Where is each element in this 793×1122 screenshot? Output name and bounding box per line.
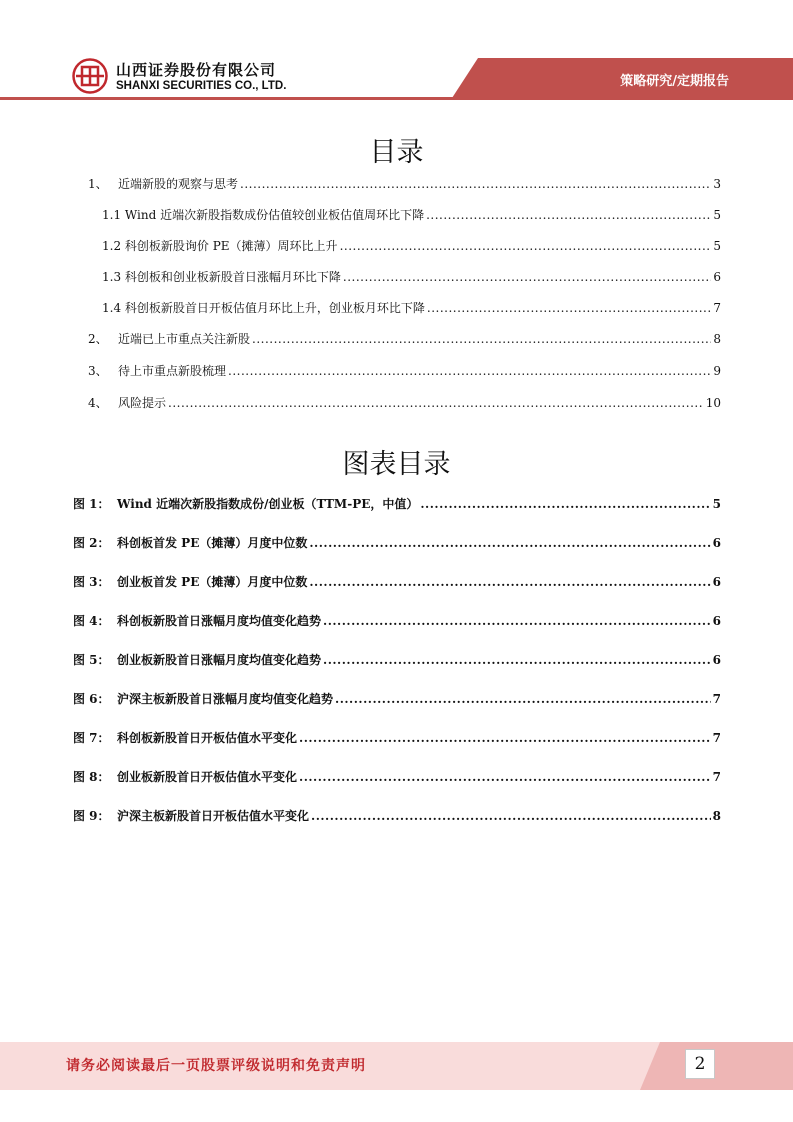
figure-leader-dots — [323, 614, 711, 628]
figure-item-number: 图 4： — [73, 614, 110, 628]
company-name-en: SHANXI SECURITIES CO., LTD. — [116, 80, 287, 92]
figure-item[interactable] — [73, 731, 721, 745]
figure-item-number: 图 6： — [73, 692, 110, 706]
figure-item-page: 8 — [712, 809, 721, 823]
toc-leader-dots — [340, 239, 712, 253]
figure-item[interactable] — [73, 770, 721, 784]
figure-item[interactable] — [73, 497, 721, 511]
figure-item-page: 7 — [712, 731, 721, 745]
company-name-cn: 山西证券股份有限公司 — [116, 61, 277, 79]
figure-leader-dots — [420, 497, 710, 511]
toc-title: 目录 — [369, 137, 424, 168]
toc-item-label: 1.2 科创板新股询价 PE（摊薄）周环比上升 — [102, 239, 338, 253]
figure-leader-dots — [299, 731, 711, 745]
figure-item-page: 7 — [712, 692, 721, 706]
toc-item-page: 5 — [713, 208, 721, 222]
figure-item-page: 6 — [712, 653, 721, 667]
toc-leader-dots — [252, 332, 711, 346]
figure-item-label: 科创板新股首日开板估值水平变化 — [117, 731, 298, 745]
figure-leader-dots — [299, 770, 711, 784]
toc-item[interactable] — [102, 301, 721, 315]
toc-item[interactable] — [102, 208, 721, 222]
toc-item[interactable] — [102, 270, 721, 284]
figure-list-title: 图表目录 — [342, 449, 451, 480]
toc-item-page: 9 — [713, 364, 721, 378]
figure-item-page: 6 — [712, 575, 721, 589]
figure-leader-dots — [309, 536, 710, 550]
toc-item-number: 1、 — [88, 177, 108, 191]
figure-item-number: 图 2： — [73, 536, 110, 550]
toc-item[interactable] — [102, 239, 721, 253]
page-header — [0, 0, 793, 105]
figure-item[interactable] — [73, 653, 721, 667]
footer-disclaimer: 请务必阅读最后一页股票评级说明和免责声明 — [66, 1058, 366, 1074]
toc-item[interactable] — [88, 177, 721, 191]
toc-item-label: 近端已上市重点关注新股 — [118, 332, 251, 346]
figure-item-label: 沪深主板新股首日开板估值水平变化 — [117, 809, 310, 823]
shanxi-securities-logo-icon — [72, 58, 108, 94]
figure-item-number: 图 8： — [73, 770, 110, 784]
toc-item-page: 3 — [713, 177, 721, 191]
figure-item-label: 沪深主板新股首日涨幅月度均值变化趋势 — [117, 692, 334, 706]
page-number: 2 — [685, 1049, 715, 1079]
figure-item-number: 图 7： — [73, 731, 110, 745]
toc-item[interactable] — [88, 396, 721, 410]
toc-leader-dots — [343, 270, 711, 284]
figure-item[interactable] — [73, 692, 721, 706]
figure-item-label: 创业板新股首日涨幅月度均值变化趋势 — [117, 653, 322, 667]
figure-item-number: 图 9： — [73, 809, 110, 823]
toc-leader-dots — [168, 396, 704, 410]
toc-item-label: 待上市重点新股梳理 — [118, 364, 227, 378]
figure-item-page: 6 — [712, 536, 721, 550]
toc-leader-dots — [240, 177, 711, 191]
toc-item-page: 8 — [713, 332, 721, 346]
figure-item-label: 科创板新股首日涨幅月度均值变化趋势 — [117, 614, 322, 628]
toc-item-label: 风险提示 — [118, 396, 167, 410]
figure-item-label: 创业板新股首日开板估值水平变化 — [117, 770, 298, 784]
toc-item[interactable] — [88, 332, 721, 346]
toc-leader-dots — [426, 208, 711, 222]
figure-item[interactable] — [73, 575, 721, 589]
figure-leader-dots — [323, 653, 711, 667]
figure-item[interactable] — [73, 614, 721, 628]
toc-item-number: 2、 — [88, 332, 108, 346]
toc-item-label: 1.3 科创板和创业板新股首日涨幅月环比下降 — [102, 270, 341, 284]
figure-leader-dots — [311, 809, 711, 823]
toc-item-page: 5 — [713, 239, 721, 253]
figure-item-number: 图 1： — [73, 497, 110, 511]
figure-item-label: 创业板首发 PE（摊薄）月度中位数 — [117, 575, 308, 589]
toc-item-label: 1.1 Wind 近端次新股指数成份估值较创业板估值周环比下降 — [102, 208, 425, 222]
toc-item-number: 4、 — [88, 396, 108, 410]
figure-item-number: 图 5： — [73, 653, 110, 667]
report-type: 策略研究/定期报告 — [620, 74, 729, 89]
figure-item-number: 图 3： — [73, 575, 110, 589]
figure-item-page: 5 — [712, 497, 721, 511]
figure-leader-dots — [309, 575, 710, 589]
toc-item-label: 近端新股的观察与思考 — [118, 177, 239, 191]
toc-item-label: 1.4 科创板新股首日开板估值月环比上升，创业板月环比下降 — [102, 301, 425, 315]
toc-item-page: 7 — [713, 301, 721, 315]
figure-item[interactable] — [73, 809, 721, 823]
figure-leader-dots — [335, 692, 711, 706]
figure-item-label: Wind 近端次新股指数成份/创业板（TTM-PE，中值） — [117, 497, 419, 511]
toc-leader-dots — [228, 364, 711, 378]
figure-item-page: 6 — [712, 614, 721, 628]
figure-item-page: 7 — [712, 770, 721, 784]
toc-leader-dots — [427, 301, 711, 315]
toc-item-number: 3、 — [88, 364, 108, 378]
toc-item[interactable] — [88, 364, 721, 378]
figure-item[interactable] — [73, 536, 721, 550]
figure-item-label: 科创板首发 PE（摊薄）月度中位数 — [117, 536, 308, 550]
toc-item-page: 6 — [713, 270, 721, 284]
toc-item-page: 10 — [705, 396, 721, 410]
